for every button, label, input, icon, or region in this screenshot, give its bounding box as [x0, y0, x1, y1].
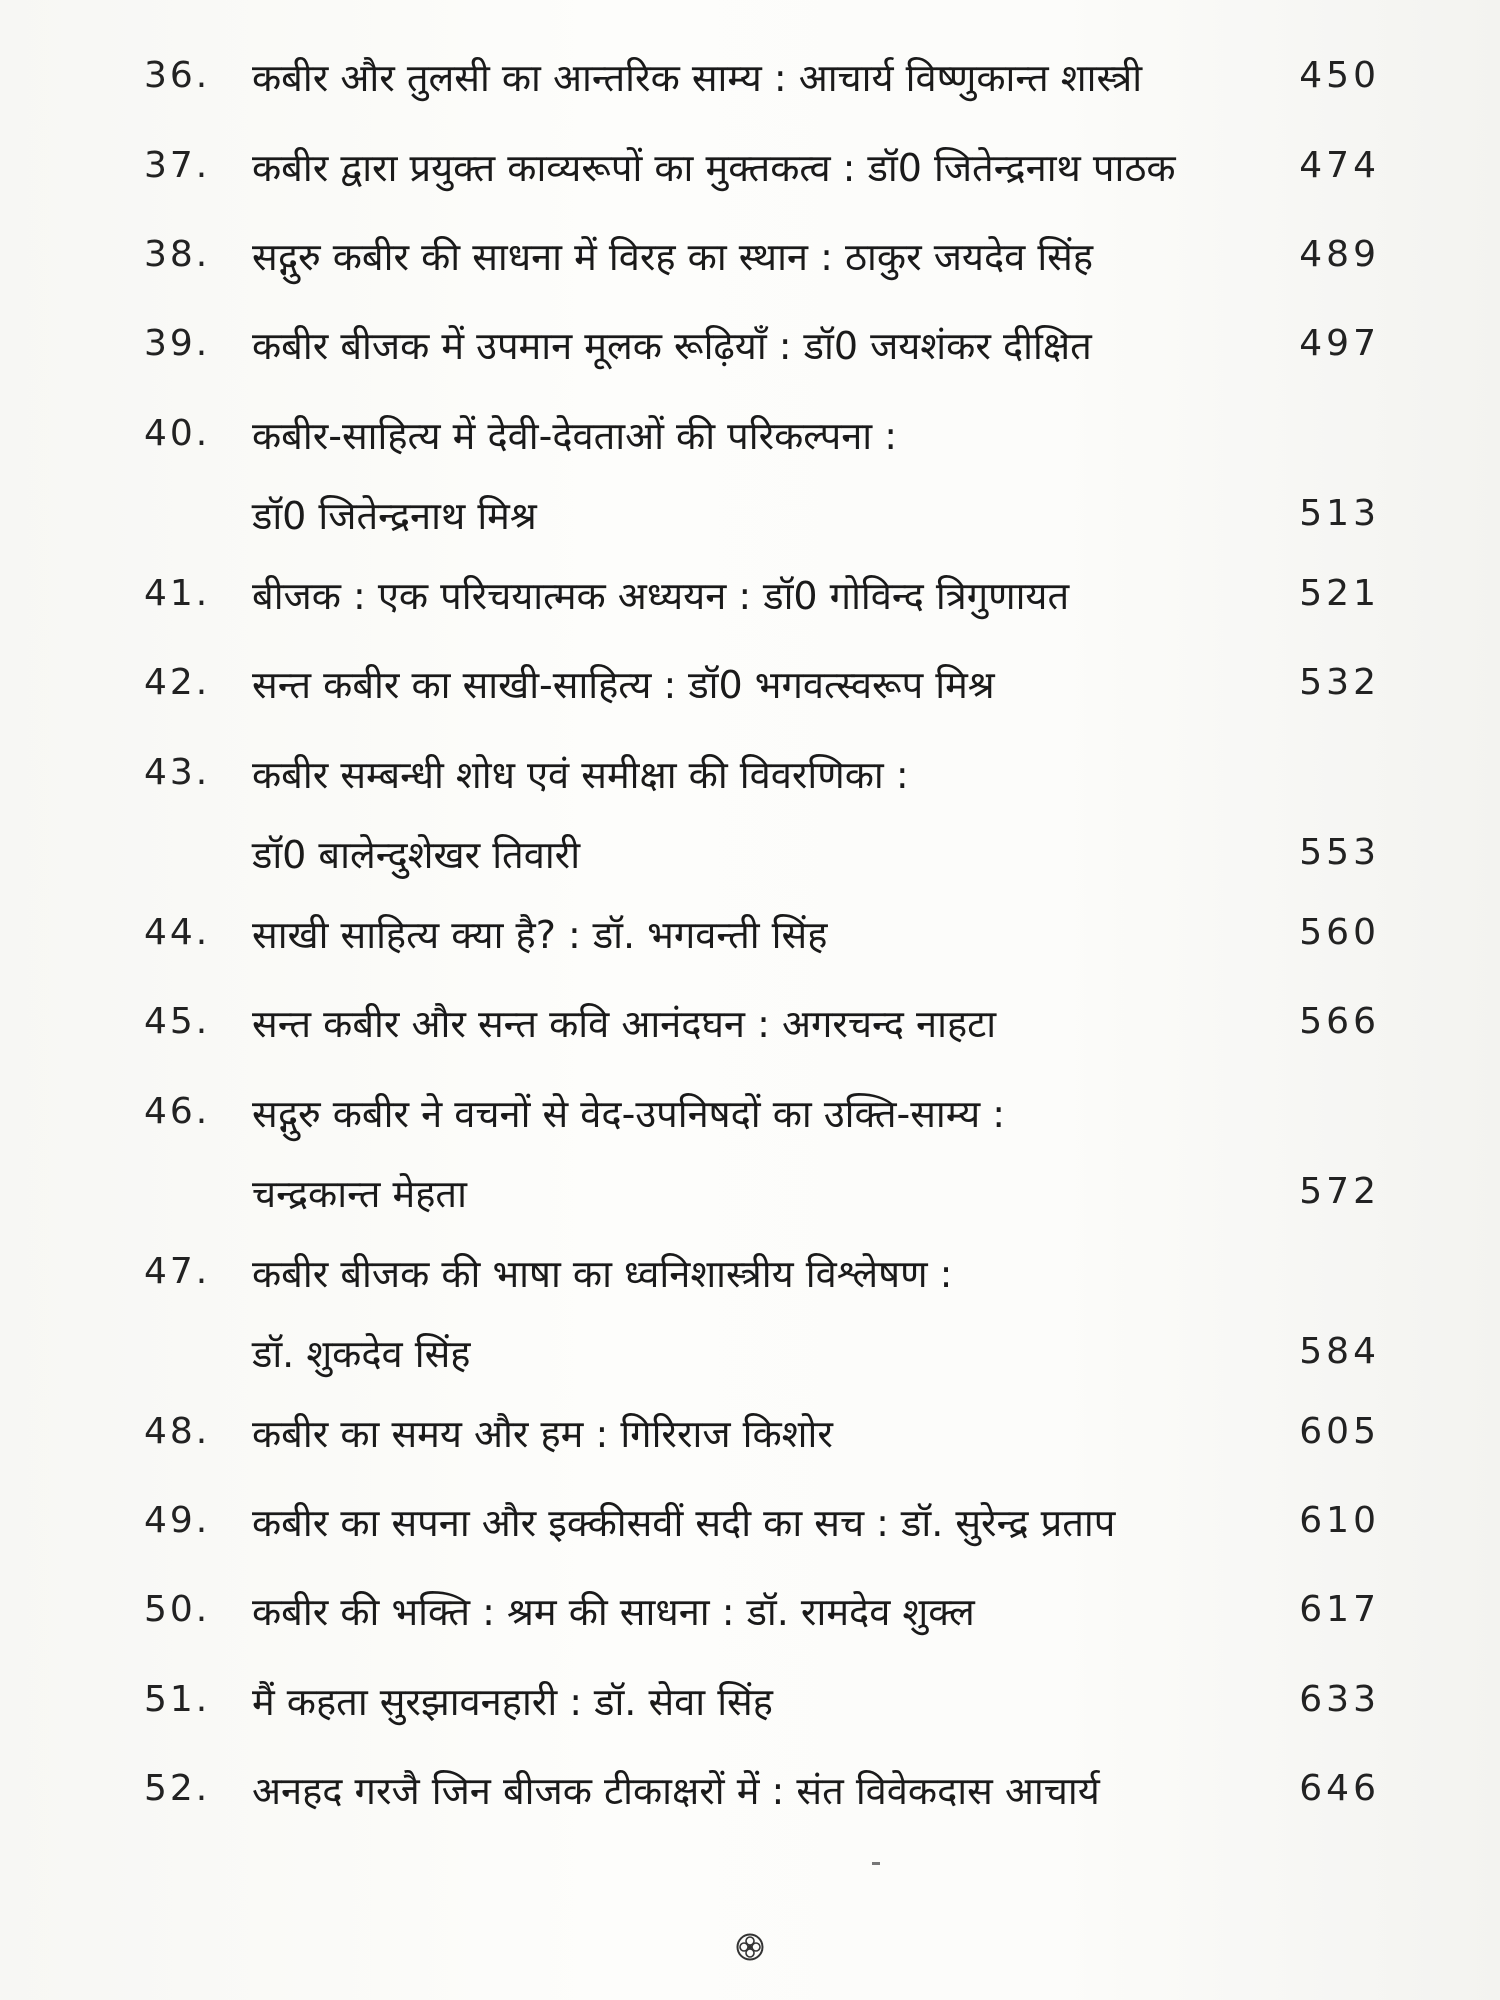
entry-author: डॉ. शुकदेव सिंह — [252, 1332, 471, 1376]
entry-page-number: 474 — [1299, 145, 1380, 186]
entry-title: बीजक : एक परिचयात्मक अध्ययन : डॉ0 गोविन्द त्रिगुणायत — [252, 574, 1070, 618]
entry-page-number: 633 — [1299, 1679, 1380, 1720]
entry-page-number: 617 — [1299, 1589, 1380, 1630]
entry-number: 44. — [144, 912, 211, 953]
entry-page-number: 513 — [1299, 493, 1380, 534]
print-mark — [872, 1862, 880, 1865]
entry-number: 49. — [144, 1500, 211, 1541]
entry-title: सद्गुरु कबीर ने वचनों से वेद-उपनिषदों का उक्ति-साम्य : — [252, 1092, 1006, 1136]
entry-number: 36. — [144, 55, 211, 96]
entry-page-number: 610 — [1299, 1500, 1380, 1541]
entry-title: कबीर की भक्ति : श्रम की साधना : डॉ. रामदेव शुक्ल — [252, 1590, 975, 1634]
entry-number: 43. — [144, 752, 211, 793]
entry-title: कबीर का समय और हम : गिरिराज किशोर — [252, 1412, 833, 1456]
entry-author: डॉ0 बालेन्दुशेखर तिवारी — [252, 833, 581, 877]
entry-title: अनहद गरजै जिन बीजक टीकाक्षरों में : संत विवेकदास आचार्य — [252, 1769, 1100, 1813]
entry-number: 51. — [144, 1679, 211, 1720]
entry-number: 39. — [144, 323, 211, 364]
entry-page-number: 646 — [1299, 1768, 1380, 1809]
entry-page-number: 605 — [1299, 1411, 1380, 1452]
entry-number: 41. — [144, 573, 211, 614]
entry-page-number: 572 — [1299, 1171, 1380, 1212]
entry-number: 50. — [144, 1589, 211, 1630]
entry-page-number: 497 — [1299, 323, 1380, 364]
entry-author: डॉ0 जितेन्द्रनाथ मिश्र — [252, 494, 537, 538]
entry-title: कबीर बीजक की भाषा का ध्वनिशास्त्रीय विश्लेषण : — [252, 1252, 953, 1296]
entry-page-number: 560 — [1299, 912, 1380, 953]
entry-number: 40. — [144, 413, 211, 454]
entry-title: साखी साहित्य क्या है? : डॉ. भगवन्ती सिंह — [252, 913, 828, 957]
entry-title: सन्त कबीर और सन्त कवि आनंदघन : अगरचन्द नाहटा — [252, 1002, 997, 1046]
entry-page-number: 584 — [1299, 1331, 1380, 1372]
entry-title: मैं कहता सुरझावनहारी : डॉ. सेवा सिंह — [252, 1680, 773, 1724]
entry-number: 48. — [144, 1411, 211, 1452]
entry-number: 47. — [144, 1251, 211, 1292]
entry-page-number: 521 — [1299, 573, 1380, 614]
entry-page-number: 489 — [1299, 234, 1380, 275]
entry-number: 45. — [144, 1001, 211, 1042]
entry-title: कबीर द्वारा प्रयुक्त काव्यरूपों का मुक्तकत्व : डॉ0 जितेन्द्रनाथ पाठक — [252, 146, 1176, 190]
entry-page-number: 450 — [1299, 55, 1380, 96]
entry-number: 46. — [144, 1091, 211, 1132]
entry-number: 38. — [144, 234, 211, 275]
entry-title: कबीर बीजक में उपमान मूलक रूढ़ियाँ : डॉ0 जयशंकर दीक्षित — [252, 324, 1092, 368]
entry-number: 42. — [144, 662, 211, 703]
entry-page-number: 566 — [1299, 1001, 1380, 1042]
entry-number: 37. — [144, 145, 211, 186]
entry-title: कबीर का सपना और इक्कीसवीं सदी का सच : डॉ. सुरेन्द्र प्रताप — [252, 1501, 1116, 1545]
entry-page-number: 553 — [1299, 832, 1380, 873]
entry-title: सद्गुरु कबीर की साधना में विरह का स्थान : ठाकुर जयदेव सिंह — [252, 235, 1094, 279]
entry-page-number: 532 — [1299, 662, 1380, 703]
entry-author: चन्द्रकान्त मेहता — [252, 1172, 467, 1216]
entry-title: कबीर सम्बन्धी शोध एवं समीक्षा की विवरणिका : — [252, 753, 909, 797]
entry-title: कबीर-साहित्य में देवी-देवताओं की परिकल्पना : — [252, 414, 898, 458]
entry-title: कबीर और तुलसी का आन्तरिक साम्य : आचार्य विष्णुकान्त शास्त्री — [252, 56, 1143, 100]
entry-title: सन्त कबीर का साखी-साहित्य : डॉ0 भगवत्स्वरूप मिश्र — [252, 663, 995, 707]
entry-number: 52. — [144, 1768, 211, 1809]
flower-ornament-icon — [735, 1932, 765, 1962]
